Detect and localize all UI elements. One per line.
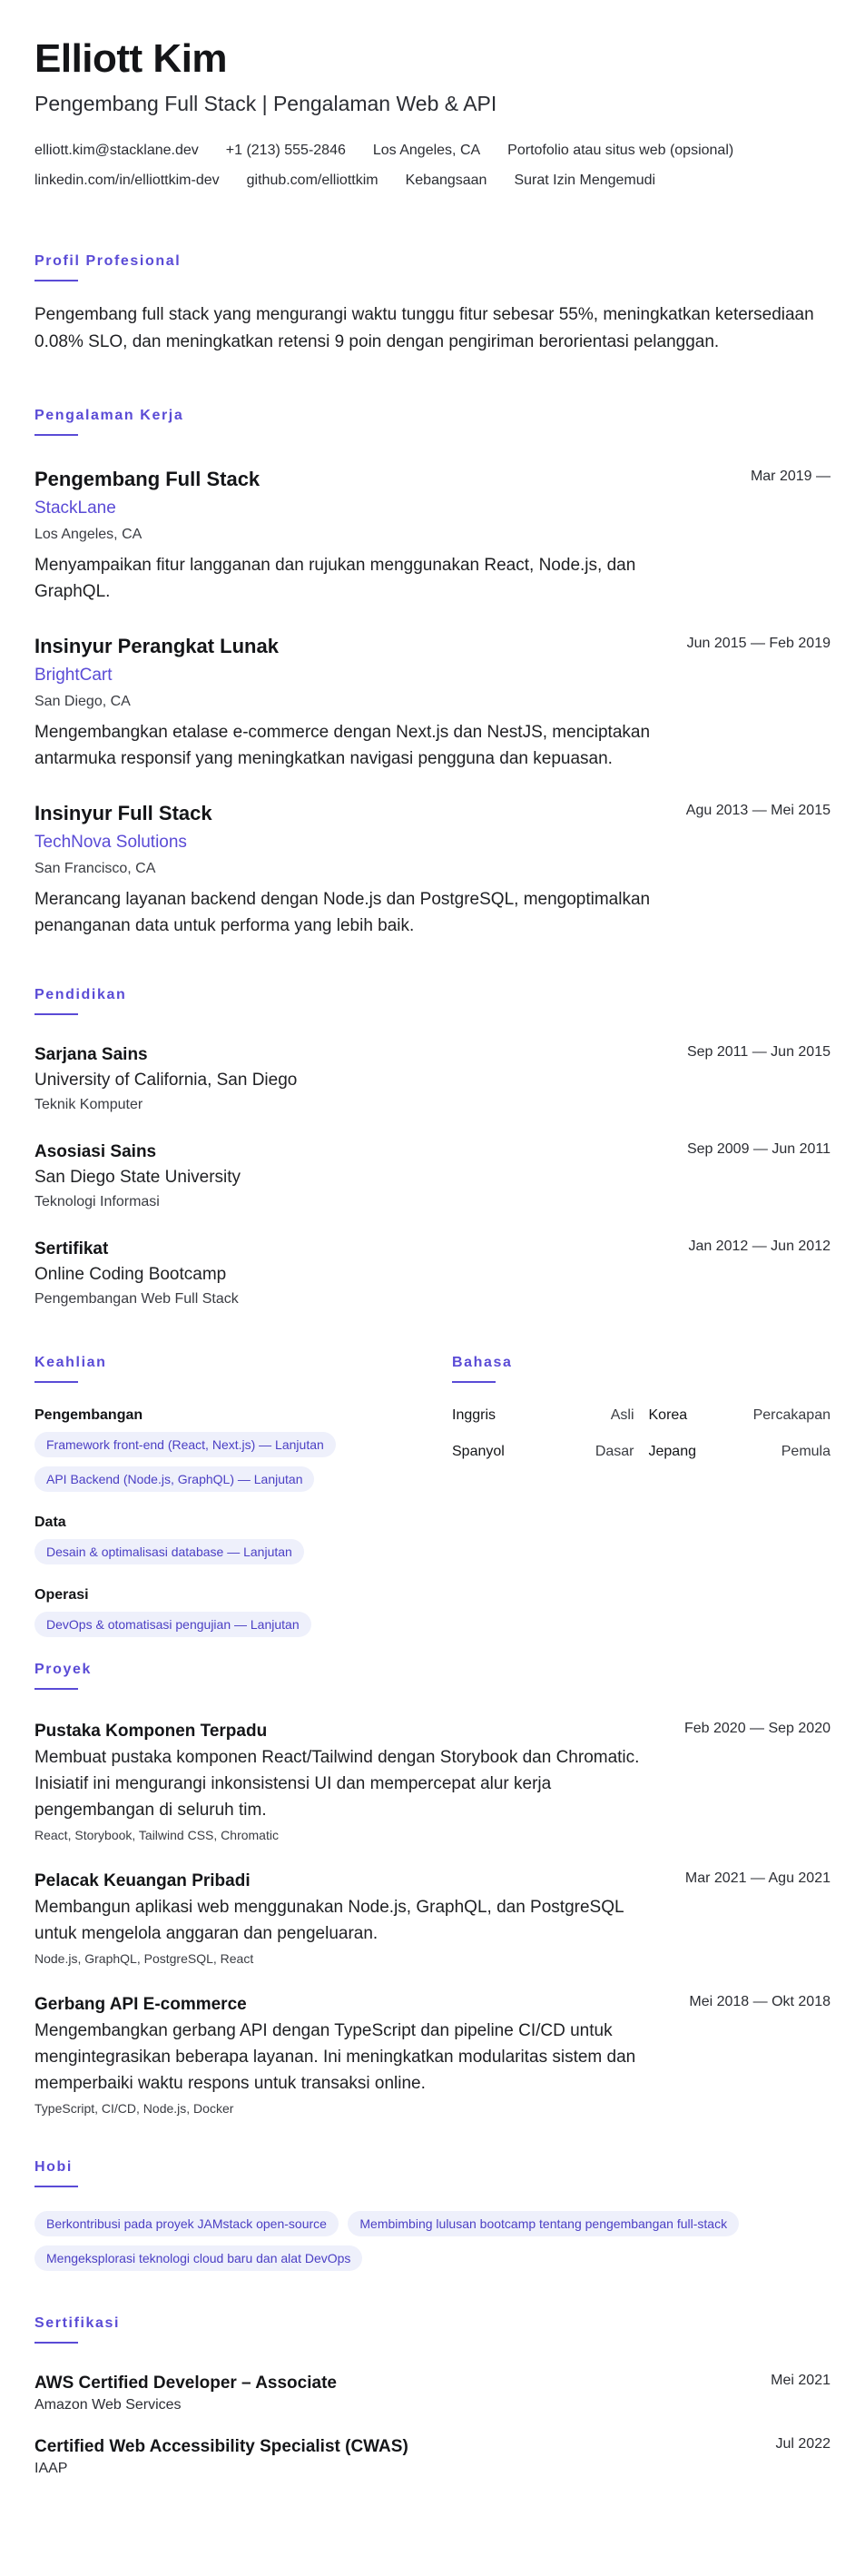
section-divider bbox=[34, 434, 78, 436]
section-title: Sertifikasi bbox=[34, 2314, 121, 2331]
job-location: San Diego, CA bbox=[34, 693, 131, 709]
job-company: BrightCart bbox=[34, 665, 113, 685]
job-company: StackLane bbox=[34, 498, 116, 518]
job-entry bbox=[34, 634, 831, 772]
section-divider bbox=[34, 280, 78, 281]
project-description: Membangun aplikasi web menggunakan Node.js, GraphQL, dan PostgreSQL untuk mengelola anggaran dan pengeluaran. bbox=[34, 1897, 624, 1943]
contact-license: Surat Izin Mengemudi bbox=[514, 173, 656, 189]
experience-section bbox=[34, 407, 831, 939]
section-title: Hobi bbox=[34, 2158, 73, 2175]
project-title: Pelacak Keuangan Pribadi bbox=[34, 1870, 251, 1890]
contact-nationality: Kebangsaan bbox=[405, 173, 487, 189]
education-school: University of California, San Diego bbox=[34, 1070, 298, 1090]
job-title: Insinyur Full Stack bbox=[34, 801, 212, 824]
contact-portfolio[interactable]: Portofolio atau situs web (opsional) bbox=[507, 143, 734, 159]
education-date: Sep 2009 — Jun 2011 bbox=[686, 1140, 831, 1157]
skill-chip-list bbox=[34, 1432, 434, 1501]
job-location: Los Angeles, CA bbox=[34, 526, 143, 542]
job-date: Mar 2019 — bbox=[750, 468, 831, 484]
certification-name: Certified Web Accessibility Specialist (CWAS) bbox=[34, 2436, 408, 2456]
section-divider bbox=[34, 1381, 78, 1383]
certification-date: Jul 2022 bbox=[775, 2435, 831, 2452]
contact-github[interactable]: github.com/elliottkim bbox=[246, 173, 378, 189]
language-item bbox=[452, 1406, 634, 1425]
certification-date: Mei 2021 bbox=[771, 2372, 831, 2388]
certification-issuer: IAAP bbox=[34, 2460, 68, 2476]
section-title: Pendidikan bbox=[34, 986, 127, 1002]
skill-category: Data bbox=[34, 1514, 66, 1530]
project-date: Feb 2020 — Sep 2020 bbox=[683, 1720, 831, 1736]
language-level: Pemula bbox=[781, 1443, 831, 1459]
project-tech: Node.js, GraphQL, PostgreSQL, React bbox=[34, 1950, 254, 1966]
education-school: San Diego State University bbox=[34, 1167, 241, 1187]
education-degree: Sertifikat bbox=[34, 1239, 109, 1258]
education-degree: Sarjana Sains bbox=[34, 1044, 148, 1064]
education-entry bbox=[34, 1239, 831, 1308]
skill-chip: Desain & optimalisasi database — Lanjutan bbox=[34, 1539, 304, 1564]
job-date: Jun 2015 — Feb 2019 bbox=[686, 635, 831, 651]
education-field: Pengembangan Web Full Stack bbox=[34, 1290, 239, 1307]
hobbies-section bbox=[34, 2158, 831, 2280]
skills-languages-row bbox=[34, 1354, 831, 1653]
education-entry bbox=[34, 1141, 831, 1211]
skill-category: Operasi bbox=[34, 1586, 89, 1603]
projects-section bbox=[34, 1661, 831, 2117]
job-description: Mengembangkan etalase e-commerce dengan Next.js dan NestJS, menciptakan antarmuka responsif yang meningkatkan navigasi pengguna dan kepuasan. bbox=[34, 722, 651, 768]
section-title: Profil Profesional bbox=[34, 252, 182, 269]
language-level: Asli bbox=[610, 1406, 634, 1423]
section-title: Keahlian bbox=[34, 1354, 107, 1370]
candidate-headline: Pengembang Full Stack | Pengalaman Web & API bbox=[34, 91, 497, 115]
skill-category: Pengembangan bbox=[34, 1406, 143, 1423]
project-entry bbox=[34, 1721, 831, 1843]
language-item bbox=[452, 1443, 634, 1461]
skills-section bbox=[34, 1354, 434, 1646]
skill-chip: Framework front-end (React, Next.js) — Lanjutan bbox=[34, 1432, 336, 1457]
education-date: Sep 2011 — Jun 2015 bbox=[686, 1043, 831, 1060]
project-title: Pustaka Komponen Terpadu bbox=[34, 1721, 268, 1741]
languages-section bbox=[452, 1354, 831, 1461]
language-name: Inggris bbox=[452, 1406, 496, 1423]
job-title: Pengembang Full Stack bbox=[34, 467, 260, 490]
project-date: Mar 2021 — Agu 2021 bbox=[684, 1870, 831, 1886]
job-location: San Francisco, CA bbox=[34, 860, 156, 876]
project-tech: React, Storybook, Tailwind CSS, Chromatic bbox=[34, 1827, 279, 1842]
language-level: Percakapan bbox=[752, 1406, 831, 1423]
education-section bbox=[34, 986, 831, 1308]
hobby-chip: Membimbing lulusan bootcamp tentang pengembangan full-stack bbox=[348, 2211, 739, 2236]
job-description: Merancang layanan backend dengan Node.js dan PostgreSQL, mengoptimalkan penanganan data untuk performa yang lebih baik. bbox=[34, 889, 651, 935]
language-item bbox=[649, 1443, 831, 1461]
education-field: Teknik Komputer bbox=[34, 1096, 143, 1112]
job-description: Menyampaikan fitur langganan dan rujukan menggunakan React, Node.js, dan GraphQL. bbox=[34, 555, 636, 601]
certifications-section bbox=[34, 2314, 831, 2478]
language-item bbox=[649, 1406, 831, 1425]
certification-entry bbox=[34, 2373, 831, 2414]
profile-summary: Pengembang full stack yang mengurangi waktu tunggu fitur sebesar 55%, meningkatkan ketersediaan 0.08% SLO, dan meningkatkan retensi 9 poin dengan pengiriman berorientasi pelanggan. bbox=[34, 304, 814, 351]
project-date: Mei 2018 — Okt 2018 bbox=[689, 1993, 831, 2009]
job-entry bbox=[34, 467, 831, 605]
skill-chip: DevOps & otomatisasi pengujian — Lanjutan bbox=[34, 1612, 311, 1637]
hobby-chip-list bbox=[34, 2211, 831, 2280]
job-date: Agu 2013 — Mei 2015 bbox=[685, 802, 831, 818]
skill-chip: API Backend (Node.js, GraphQL) — Lanjutan bbox=[34, 1466, 314, 1492]
contact-block bbox=[34, 136, 831, 196]
education-entry bbox=[34, 1044, 831, 1114]
candidate-name: Elliott Kim bbox=[34, 36, 228, 81]
project-entry bbox=[34, 1994, 831, 2117]
skill-chip-list bbox=[34, 1539, 434, 1574]
language-level: Dasar bbox=[595, 1443, 634, 1459]
project-tech: TypeScript, CI/CD, Node.js, Docker bbox=[34, 2100, 234, 2116]
education-field: Teknologi Informasi bbox=[34, 1193, 160, 1209]
job-entry bbox=[34, 801, 831, 939]
certification-name: AWS Certified Developer – Associate bbox=[34, 2373, 337, 2393]
hobby-chip: Mengeksplorasi teknologi cloud baru dan alat DevOps bbox=[34, 2245, 362, 2271]
language-name: Jepang bbox=[648, 1443, 696, 1459]
education-school: Online Coding Bootcamp bbox=[34, 1264, 227, 1284]
job-company: TechNova Solutions bbox=[34, 832, 187, 852]
language-list bbox=[452, 1406, 831, 1461]
profile-section bbox=[34, 252, 831, 356]
section-divider bbox=[452, 1381, 496, 1383]
section-divider bbox=[34, 2342, 78, 2344]
contact-email[interactable]: elliott.kim@stacklane.dev bbox=[34, 143, 199, 159]
language-name: Spanyol bbox=[452, 1443, 505, 1459]
contact-phone[interactable]: +1 (213) 555-2846 bbox=[225, 143, 346, 159]
contact-linkedin[interactable]: linkedin.com/in/elliottkim-dev bbox=[34, 173, 220, 189]
project-entry bbox=[34, 1870, 831, 1967]
language-name: Korea bbox=[648, 1406, 688, 1423]
project-description: Membuat pustaka komponen React/Tailwind dengan Storybook dan Chromatic. Inisiatif ini mengurangi inkonsistensi UI dan mempercepat alur kerja pengembangan di seluruh tim. bbox=[34, 1747, 640, 1820]
certification-issuer: Amazon Web Services bbox=[34, 2396, 182, 2413]
section-divider bbox=[34, 2186, 78, 2187]
education-date: Jan 2012 — Jun 2012 bbox=[688, 1238, 831, 1254]
section-title: Pengalaman Kerja bbox=[34, 407, 184, 423]
project-description: Mengembangkan gerbang API dengan TypeScript dan pipeline CI/CD untuk mengintegrasikan beberapa layanan. Ini meningkatkan modularitas sistem dan memperbaiki waktu respons untuk transaksi online. bbox=[34, 2020, 636, 2093]
section-divider bbox=[34, 1013, 78, 1015]
project-title: Gerbang API E-commerce bbox=[34, 1994, 247, 2014]
certification-entry bbox=[34, 2436, 831, 2478]
contact-row-1 bbox=[34, 136, 831, 166]
skill-chip-list bbox=[34, 1612, 434, 1646]
section-divider bbox=[34, 1688, 78, 1690]
education-degree: Asosiasi Sains bbox=[34, 1141, 157, 1161]
section-title: Proyek bbox=[34, 1661, 92, 1677]
job-title: Insinyur Perangkat Lunak bbox=[34, 634, 279, 657]
section-title: Bahasa bbox=[452, 1354, 513, 1370]
hobby-chip: Berkontribusi pada proyek JAMstack open-source bbox=[34, 2211, 339, 2236]
contact-row-2 bbox=[34, 166, 831, 196]
resume-header bbox=[34, 36, 831, 196]
contact-location: Los Angeles, CA bbox=[372, 143, 481, 159]
